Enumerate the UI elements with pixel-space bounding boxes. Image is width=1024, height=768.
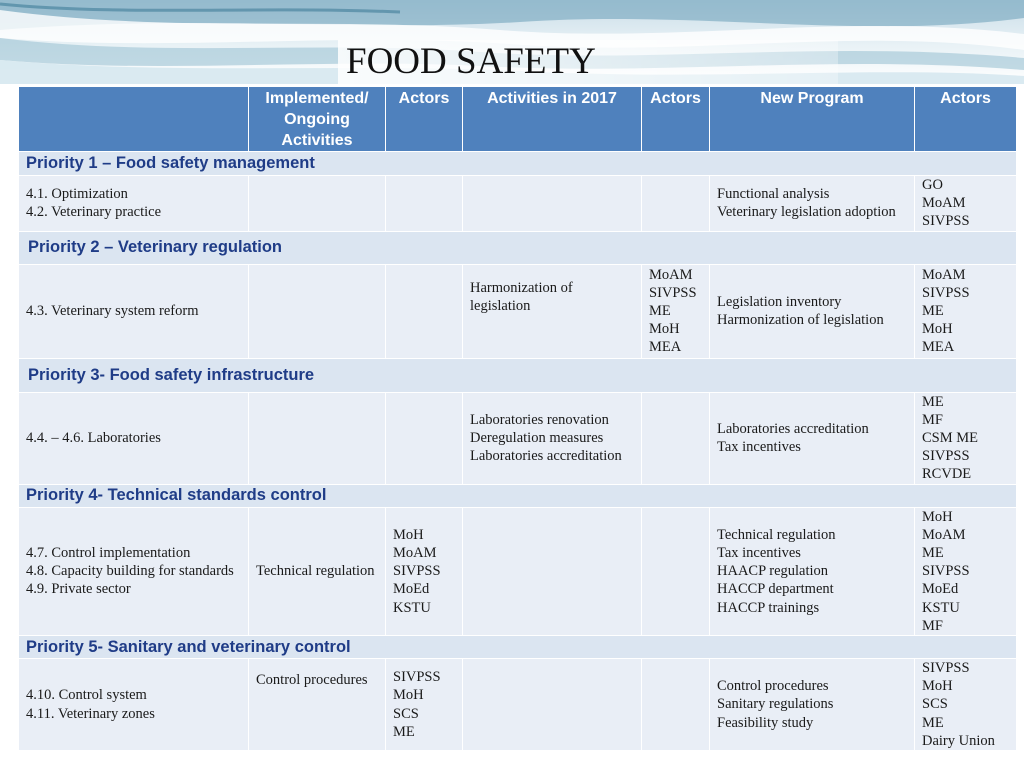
cell-line: SIVPSS: [922, 448, 970, 465]
cell-line: 4.4. – 4.6. Laboratories: [26, 430, 161, 447]
cell-implemented: [249, 264, 386, 358]
cell-actors-1: [386, 392, 463, 484]
cell-line: MoAM: [922, 526, 966, 543]
cell-line: SCS: [922, 696, 948, 713]
priority-title: Priority 2 – Veterinary regulation: [19, 231, 1017, 264]
cell-line: 4.3. Veterinary system reform: [26, 303, 199, 319]
cell-actors-2: [642, 176, 710, 232]
cell-line: MoH: [922, 321, 953, 338]
table-row: [19, 176, 1017, 232]
cell-line: KSTU: [922, 599, 960, 616]
cell-line: SIVPSS: [649, 284, 697, 301]
cell-actors-2: [642, 264, 710, 358]
cell-line: 4.1. Optimization: [26, 186, 128, 203]
cell-line: MoEd: [393, 581, 430, 598]
cell-line: 4.9. Private sector: [26, 581, 131, 598]
cell-line: MoAM: [922, 195, 966, 212]
cell-line: SIVPSS: [393, 669, 441, 686]
cell-line: MoEd: [922, 581, 959, 598]
cell-actors-1: [386, 507, 463, 635]
cell-line: SIVPSS: [922, 660, 970, 677]
priority-row: [19, 636, 1017, 659]
cell-line: SIVPSS: [922, 213, 970, 230]
priority-title: Priority 3- Food safety infrastructure: [19, 358, 1017, 392]
cell-line: 4.8. Capacity building for standards: [26, 563, 234, 580]
cell-line: Sanitary regulations: [717, 696, 834, 713]
cell-line: HAACP regulation: [717, 563, 829, 580]
priority-row: [19, 484, 1017, 507]
cell-line: 4.7. Control implementation: [26, 545, 191, 562]
cell-line: ME: [922, 714, 944, 731]
cell-actors-3: [915, 507, 1017, 635]
header-measures: [19, 87, 249, 152]
cell-measures: [19, 264, 249, 358]
food-safety-table: [18, 86, 1017, 751]
priority-title: Priority 5- Sanitary and veterinary control: [19, 636, 1017, 659]
cell-line: Feasibility study: [717, 714, 814, 731]
cell-actors-2: [642, 507, 710, 635]
cell-line: MEA: [649, 339, 682, 356]
cell-line: Laboratories accreditation: [717, 420, 869, 437]
cell-line: Technical regulation: [717, 526, 836, 543]
cell-line: CSM ME: [922, 430, 979, 447]
header-actors-1: Actors: [386, 87, 463, 152]
cell-activities-2017: [463, 176, 642, 232]
header-new-program: New Program: [710, 87, 915, 152]
cell-line: MoAM: [922, 266, 966, 283]
header-actors-3: Actors: [915, 87, 1017, 152]
cell-implemented: [249, 176, 386, 232]
cell-measures: [19, 507, 249, 635]
cell-line: HACCP trainings: [717, 599, 820, 616]
cell-line: RCVDE: [922, 466, 972, 483]
cell-line: MoAM: [393, 545, 437, 562]
table-row: [19, 507, 1017, 635]
cell-line: Legislation inventory: [717, 293, 842, 310]
cell-line: HACCP department: [717, 581, 834, 598]
slide-title: FOOD SAFETY: [338, 40, 838, 84]
cell-line: MoH: [922, 678, 953, 695]
cell-line: Harmonization of legislation: [470, 279, 573, 314]
cell-line: MEA: [922, 339, 955, 356]
cell-actors-1: [386, 264, 463, 358]
cell-line: Technical regulation: [256, 563, 375, 580]
table-row: [19, 264, 1017, 358]
table-row: [19, 659, 1017, 751]
cell-line: KSTU: [393, 599, 431, 616]
priority-title: Priority 1 – Food safety management: [19, 152, 1017, 176]
cell-line: ME: [922, 545, 944, 562]
cell-line: ME: [649, 303, 671, 319]
cell-line: SIVPSS: [922, 563, 970, 580]
cell-line: Dairy Union: [922, 732, 995, 749]
cell-line: ME: [393, 723, 415, 740]
cell-line: Control procedures: [717, 678, 829, 695]
table-row: [19, 392, 1017, 484]
cell-line: SIVPSS: [393, 563, 441, 580]
cell-activities-2017: [463, 659, 642, 751]
cell-line: 4.10. Control system: [26, 687, 147, 704]
cell-line: Tax incentives: [717, 545, 801, 562]
cell-line: Harmonization of legislation: [717, 312, 884, 329]
cell-line: SCS: [393, 705, 419, 722]
cell-line: Veterinary legislation adoption: [717, 204, 896, 221]
header-banner: [0, 0, 1024, 84]
header-implemented: Implemented/ Ongoing Activities: [249, 87, 386, 152]
cell-line: 4.11. Veterinary zones: [26, 705, 155, 722]
table-header-row: [19, 87, 1017, 152]
cell-measures: [19, 176, 249, 232]
cell-actors-1: [386, 176, 463, 232]
cell-implemented: [249, 392, 386, 484]
cell-implemented: [249, 507, 386, 635]
cell-activities-2017: [463, 264, 642, 358]
cell-line: MoH: [922, 508, 953, 525]
cell-actors-3: [915, 659, 1017, 751]
priority-row: [19, 152, 1017, 176]
cell-line: Deregulation measures: [470, 430, 604, 447]
cell-line: Laboratories renovation: [470, 411, 609, 428]
cell-line: GO: [922, 177, 943, 193]
cell-new-program: [710, 176, 915, 232]
header-activities-2017: Activities in 2017: [463, 87, 642, 152]
cell-line: Control procedures: [256, 672, 368, 689]
cell-line: ME: [922, 303, 944, 319]
cell-line: MF: [922, 411, 943, 428]
cell-activities-2017: [463, 392, 642, 484]
cell-new-program: [710, 507, 915, 635]
priority-title: Priority 4- Technical standards control: [19, 484, 1017, 507]
cell-line: MF: [922, 617, 943, 634]
cell-new-program: [710, 392, 915, 484]
priority-row: [19, 231, 1017, 264]
cell-line: MoH: [393, 526, 424, 543]
cell-line: SIVPSS: [922, 284, 970, 301]
cell-line: Laboratories accreditation: [470, 448, 622, 465]
cell-actors-3: [915, 264, 1017, 358]
cell-actors-1: [386, 659, 463, 751]
cell-activities-2017: [463, 507, 642, 635]
cell-actors-3: [915, 176, 1017, 232]
cell-actors-2: [642, 659, 710, 751]
cell-implemented: [249, 659, 386, 751]
cell-line: Tax incentives: [717, 439, 801, 456]
cell-actors-2: [642, 392, 710, 484]
cell-line: 4.2. Veterinary practice: [26, 204, 162, 221]
cell-measures: [19, 659, 249, 751]
cell-line: ME: [922, 393, 944, 410]
cell-line: MoH: [649, 321, 680, 338]
cell-actors-3: [915, 392, 1017, 484]
cell-measures: [19, 392, 249, 484]
priority-row: [19, 358, 1017, 392]
cell-new-program: [710, 264, 915, 358]
cell-line: MoH: [393, 687, 424, 704]
cell-line: MoAM: [649, 266, 693, 283]
header-actors-2: Actors: [642, 87, 710, 152]
cell-line: Functional analysis: [717, 186, 830, 203]
cell-new-program: [710, 659, 915, 751]
